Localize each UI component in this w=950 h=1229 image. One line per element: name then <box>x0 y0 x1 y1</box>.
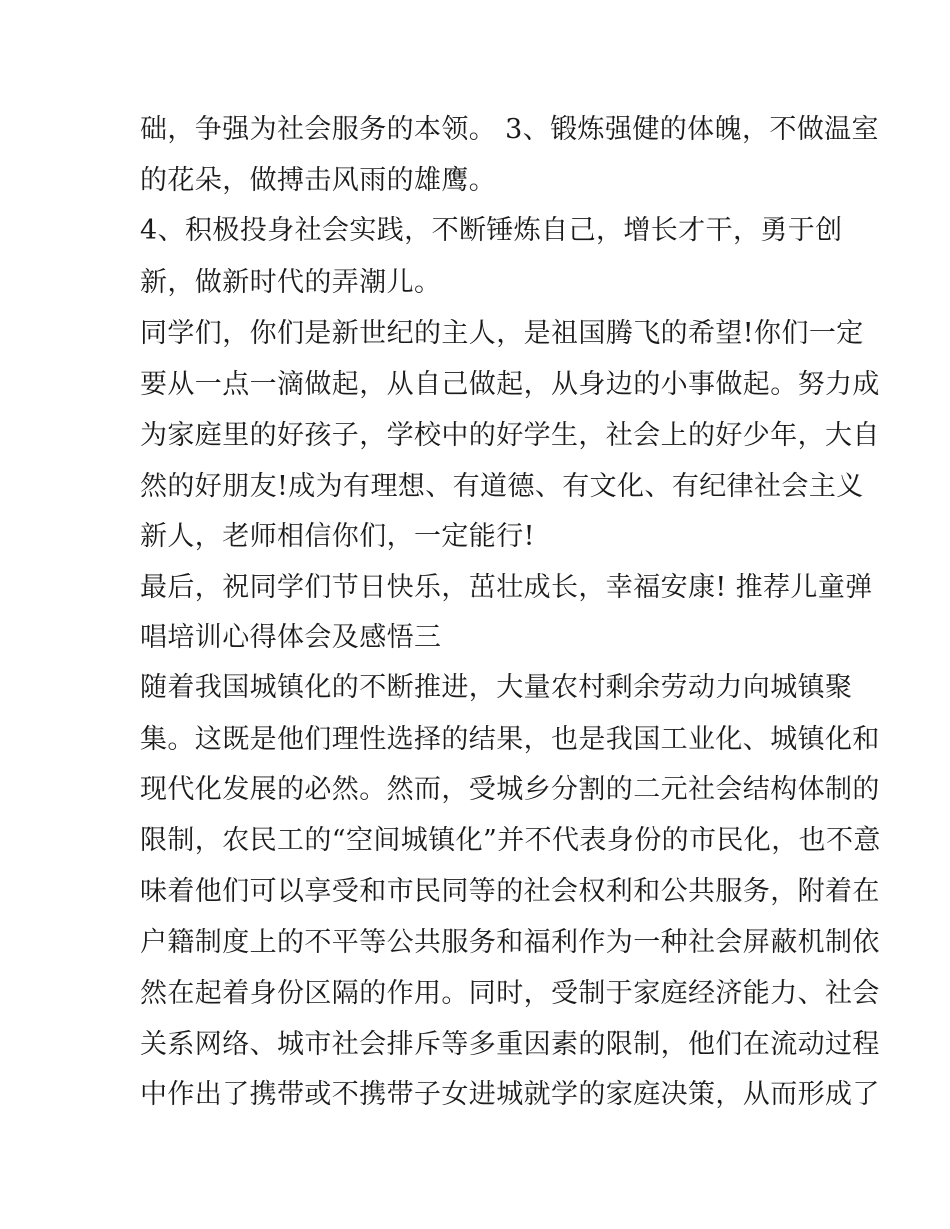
text-line: 随着我国城镇化的不断推进，大量农村剩余劳动力向城镇聚 <box>140 672 853 703</box>
text-line: 唱培训心得体会及感悟三 <box>140 622 442 653</box>
text-line: 要从一点一滴做起，从自己做起，从身边的小事做起。努力成 <box>140 369 880 400</box>
text-line: 同学们，你们是新世纪的主人，是祖国腾飞的希望!你们一定 <box>140 318 864 349</box>
text-line: 味着他们可以享受和市民同等的社会权利和公共服务，附着在 <box>140 876 880 907</box>
text-line: 础，争强为社会服务的本领。 3、锻炼强健的体魄，不做温室 <box>140 114 879 145</box>
text-line: 中作出了携带或不携带子女进城就学的家庭决策，从而形成了 <box>140 1079 880 1110</box>
text-line: 关系网络、城市社会排斥等多重因素的限制，他们在流动过程 <box>140 1029 880 1060</box>
text-line: 然在起着身份区隔的作用。同时，受制于家庭经济能力、社会 <box>140 978 880 1009</box>
text-line: 限制，农民工的“空间城镇化”并不代表身份的市民化，也不意 <box>140 825 881 856</box>
text-line: 户籍制度上的不平等公共服务和福利作为一种社会屏蔽机制依 <box>140 927 880 958</box>
text-line: 新，做新时代的弄潮儿。 <box>140 267 442 298</box>
text-line: 集。这既是他们理性选择的结果，也是我国工业化、城镇化和 <box>140 724 880 755</box>
text-line: 为家庭里的好孩子，学校中的好学生，社会上的好少年，大自 <box>140 420 880 451</box>
text-line: 然的好朋友!成为有理想、有道德、有文化、有纪律社会主义 <box>140 471 864 502</box>
text-line: 的花朵，做搏击风雨的雄鹰。 <box>140 165 497 196</box>
text-line: 4、积极投身社会实践，不断锤炼自己，增长才干，勇于创 <box>140 215 843 246</box>
text-line: 现代化发展的必然。然而，受城乡分割的二元社会结构体制的 <box>140 774 880 805</box>
text-line: 最后，祝同学们节日快乐，茁壮成长，幸福安康! 推荐儿童弹 <box>140 572 873 603</box>
text-line: 新人，老师相信你们，一定能行! <box>140 521 535 552</box>
